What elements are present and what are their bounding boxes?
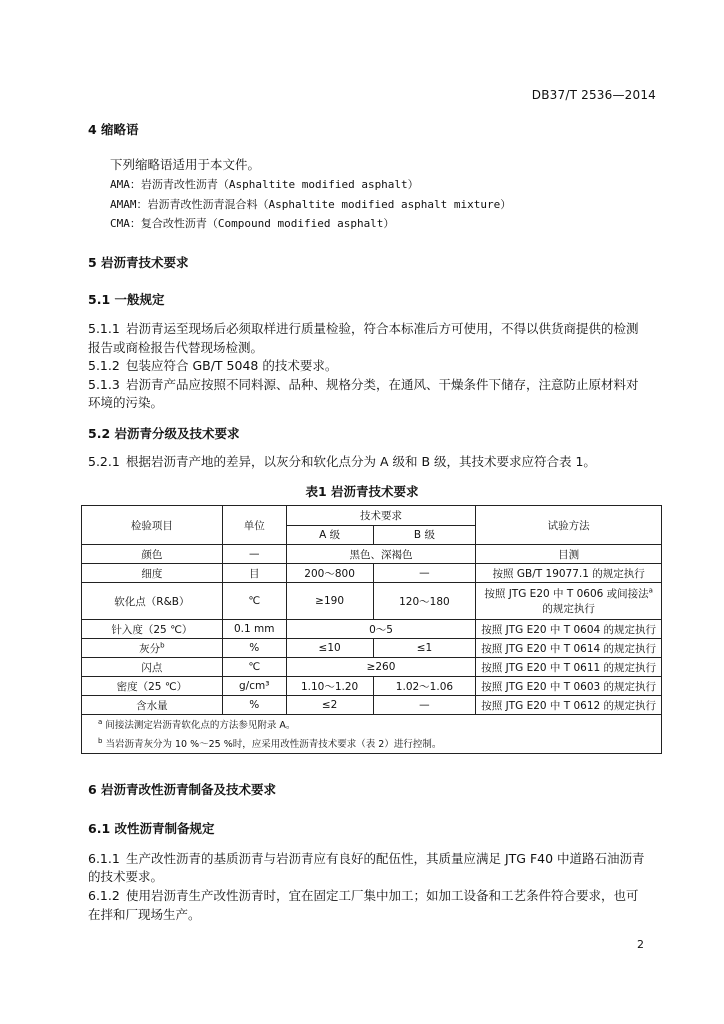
cell-requirement: ≥260 <box>286 658 476 677</box>
table-row <box>82 677 662 696</box>
footnote-marker: a <box>98 717 103 726</box>
page-number: 2 <box>637 938 644 951</box>
abbrev-item-amam: AMAM：岩沥青改性沥青混合料（Asphaltite modified asphalt mixture） <box>110 198 512 211</box>
header-item: 检验项目 <box>82 506 223 545</box>
table-header-row <box>82 506 662 526</box>
cell-method: 按照 GB/T 19077.1 的规定执行 <box>476 564 662 583</box>
cell-requirement: 0～5 <box>286 620 476 639</box>
cell-item: 颜色 <box>82 545 223 564</box>
clause-5-1-1-continued: 报告或商检报告代替现场检测。 <box>88 340 264 355</box>
cell-unit: % <box>222 639 286 658</box>
table-note-row <box>82 733 662 754</box>
cell-method: 按照 JTG E20 中 T 0603 的规定执行 <box>476 677 662 696</box>
cell-grade-a: ≤2 <box>286 696 373 715</box>
cell-unit: — <box>222 545 286 564</box>
clause-6-1-2 <box>88 886 639 904</box>
table-row <box>82 658 662 677</box>
cell-grade-b: — <box>373 696 476 715</box>
clause-number: 5.1.1 <box>88 321 120 336</box>
cell-item: 密度（25 ℃） <box>82 677 223 696</box>
clause-number: 5.1.3 <box>88 377 120 392</box>
cell-item: 细度 <box>82 564 223 583</box>
clause-number: 5.1.2 <box>88 358 120 373</box>
cell-grade-a: ≤10 <box>286 639 373 658</box>
cell-grade-a: 1.10～1.20 <box>286 677 373 696</box>
section-6-heading: 6 岩沥青改性沥青制备及技术要求 <box>88 782 277 797</box>
item-text: 灰分 <box>139 642 161 655</box>
cell-method: 目测 <box>476 545 662 564</box>
clause-6-1-1 <box>88 849 645 867</box>
table-note-b <box>82 733 662 754</box>
clause-number: 6.1.2 <box>88 888 120 903</box>
clause-text: 使用岩沥青生产改性沥青时，宜在固定工厂集中加工；如加工设备和工艺条件符合要求，也可 <box>125 888 639 903</box>
section-5-heading: 5 岩沥青技术要求 <box>88 255 189 270</box>
table-row <box>82 620 662 639</box>
cell-item: 闪点 <box>82 658 223 677</box>
clause-text: 包装应符合 GB/T 5048 的技术要求。 <box>125 358 338 373</box>
cell-item: 含水量 <box>82 696 223 715</box>
section-5-1-heading: 5.1 一般规定 <box>88 292 165 307</box>
note-text: 当岩沥青灰分为 10 %～25 %时，应采用改性沥青技术要求（表 2）进行控制。 <box>105 739 442 750</box>
footnote-marker: b <box>160 641 165 649</box>
cell-method: 按照 JTG E20 中 T 0612 的规定执行 <box>476 696 662 715</box>
section-6-1-heading: 6.1 改性沥青制备规定 <box>88 821 215 836</box>
clause-6-1-2-continued: 在拌和厂现场生产。 <box>88 907 201 922</box>
footnote-marker: a <box>648 586 653 595</box>
abbrev-item-ama: AMA：岩沥青改性沥青（Asphaltite modified asphalt） <box>110 178 419 191</box>
cell-method <box>476 583 662 620</box>
method-line-1: 按照 JTG E20 中 T 0606 或间接法 <box>484 588 649 600</box>
clause-number: 6.1.1 <box>88 851 120 866</box>
cell-unit: % <box>222 696 286 715</box>
header-requirement: 技术要求 <box>286 506 476 526</box>
clause-5-1-1 <box>88 319 639 337</box>
footnote-marker: b <box>98 736 103 745</box>
note-text: 间接法测定岩沥青软化点的方法参见附录 A。 <box>105 720 296 731</box>
cell-grade-a: ≥190 <box>286 583 373 620</box>
header-method: 试验方法 <box>476 506 662 545</box>
table-row <box>82 583 662 620</box>
clause-5-2-1 <box>88 452 596 470</box>
table-row <box>82 545 662 564</box>
cell-unit: 目 <box>222 564 286 583</box>
cell-item <box>82 639 223 658</box>
cell-unit: 0.1 mm <box>222 620 286 639</box>
cell-method: 按照 JTG E20 中 T 0614 的规定执行 <box>476 639 662 658</box>
cell-unit: g/cm³ <box>222 677 286 696</box>
cell-unit: ℃ <box>222 583 286 620</box>
table-1-caption: 表1 岩沥青技术要求 <box>305 484 419 499</box>
cell-grade-b: 120～180 <box>373 583 476 620</box>
header-grade-a: A 级 <box>286 525 373 545</box>
header-grade-b: B 级 <box>373 525 476 545</box>
table-row <box>82 564 662 583</box>
cell-grade-b: — <box>373 564 476 583</box>
section-4-heading: 4 缩略语 <box>88 122 139 137</box>
clause-text: 岩沥青运至现场后必须取样进行质量检验，符合本标准后方可使用，不得以供货商提供的检测 <box>125 321 639 336</box>
table-row <box>82 696 662 715</box>
table-note-a <box>82 715 662 734</box>
table-row <box>82 639 662 658</box>
abbrev-item-cma: CMA：复合改性沥青（Compound modified asphalt） <box>110 217 395 230</box>
clause-5-1-2 <box>88 356 337 374</box>
method-line-2: 的规定执行 <box>542 603 595 615</box>
cell-method: 按照 JTG E20 中 T 0604 的规定执行 <box>476 620 662 639</box>
document-id-header: DB37/T 2536—2014 <box>531 88 656 102</box>
cell-unit: ℃ <box>222 658 286 677</box>
clause-5-1-3-continued: 环境的污染。 <box>88 395 164 410</box>
cell-item: 软化点（R&B） <box>82 583 223 620</box>
cell-requirement: 黑色、深褐色 <box>286 545 476 564</box>
cell-grade-b: ≤1 <box>373 639 476 658</box>
table-note-row <box>82 715 662 734</box>
clause-6-1-1-continued: 的技术要求。 <box>88 869 164 884</box>
section-4-intro: 下列缩略语适用于本文件。 <box>110 157 261 172</box>
cell-method: 按照 JTG E20 中 T 0611 的规定执行 <box>476 658 662 677</box>
header-unit: 单位 <box>222 506 286 545</box>
cell-grade-a: 200～800 <box>286 564 373 583</box>
clause-number: 5.2.1 <box>88 454 120 469</box>
clause-text: 根据岩沥青产地的差异，以灰分和软化点分为 A 级和 B 级，其技术要求应符合表 1。 <box>125 454 596 469</box>
clause-5-1-3 <box>88 375 639 393</box>
cell-item: 针入度（25 ℃） <box>82 620 223 639</box>
cell-grade-b: 1.02～1.06 <box>373 677 476 696</box>
clause-text: 岩沥青产品应按照不同料源、品种、规格分类，在通风、干燥条件下储存，注意防止原材料对 <box>125 377 639 392</box>
table-1 <box>81 505 662 754</box>
clause-text: 生产改性沥青的基质沥青与岩沥青应有良好的配伍性，其质量应满足 JTG F40 中道路石油沥青 <box>125 851 645 866</box>
section-5-2-heading: 5.2 岩沥青分级及技术要求 <box>88 426 240 441</box>
